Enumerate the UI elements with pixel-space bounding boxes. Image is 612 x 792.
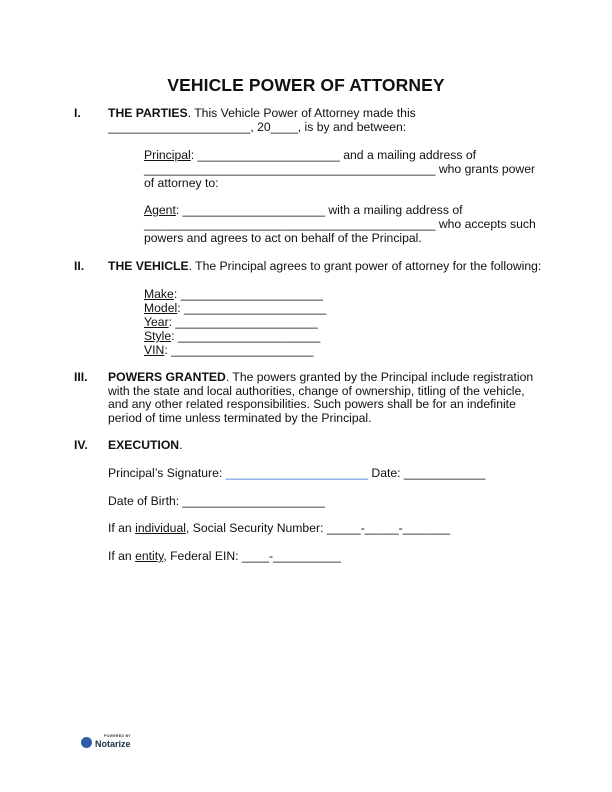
vin-blank[interactable]: : _____________________	[164, 343, 314, 357]
principal-label: Principal	[144, 148, 191, 162]
section-numeral-parties: I.	[74, 106, 81, 120]
execution-heading: EXECUTION	[108, 438, 180, 452]
signature-line[interactable]: _____________________	[225, 466, 368, 480]
make-label: Make	[144, 287, 174, 301]
notarize-logo-icon	[81, 737, 92, 748]
section-numeral-vehicle: II.	[74, 259, 85, 273]
powers-line-1	[108, 371, 533, 385]
entity-label: entity	[135, 549, 164, 563]
agent-label: Agent	[144, 203, 176, 217]
principal-line-3: of attorney to:	[144, 176, 219, 190]
ein-blank[interactable]: , Federal EIN: ____-__________	[163, 549, 341, 563]
vehicle-field-model[interactable]	[144, 302, 326, 316]
make-blank[interactable]: : _____________________	[173, 287, 323, 301]
notarize-brand-text: Notarize	[95, 739, 131, 749]
signature-date-blank[interactable]: Date: ____________	[368, 466, 486, 480]
powers-line-2: with the state and local authorities, change of ownership, titling of the vehicle,	[108, 384, 525, 398]
style-label: Style	[144, 329, 172, 343]
vehicle-line-1	[108, 260, 541, 274]
parties-intro-text: . This Vehicle Power of Attorney made this	[187, 106, 416, 120]
powers-heading: POWERS GRANTED	[108, 370, 226, 384]
ein-row	[108, 550, 341, 564]
vehicle-field-year[interactable]	[144, 316, 318, 330]
parties-heading: THE PARTIES	[108, 106, 188, 120]
parties-line-1	[108, 107, 416, 121]
powers-line-4: period of time unless terminated by the Principal.	[108, 411, 372, 425]
ssn-prefix: If an	[108, 521, 136, 535]
agent-line-1	[144, 204, 463, 218]
principal-line-1	[144, 149, 476, 163]
year-blank[interactable]: : _____________________	[168, 315, 318, 329]
principal-address-blank[interactable]: ___________________________________________ who grants power	[144, 162, 536, 176]
powers-intro-text: . The powers granted by the Principal include registration	[225, 370, 534, 384]
agent-address-blank[interactable]: ___________________________________________ who accepts such	[144, 217, 536, 231]
vehicle-field-vin[interactable]	[144, 344, 313, 358]
powers-line-3: and any other related responsibilities. Such powers shall be for an indefinite	[108, 397, 516, 411]
year-label: Year	[144, 315, 169, 329]
vehicle-field-make[interactable]	[144, 288, 323, 302]
agent-line-3: powers and agrees to act on behalf of the Principal.	[144, 231, 422, 245]
signature-label: Principal’s Signature:	[108, 466, 226, 480]
ssn-blank[interactable]: , Social Security Number: _____-_____-_______	[185, 521, 451, 535]
powered-by-text: POWERED BY	[104, 734, 131, 738]
agent-blank[interactable]: : _____________________ with a mailing address of	[175, 203, 463, 217]
ein-prefix: If an	[108, 549, 136, 563]
ssn-row	[108, 522, 450, 536]
vehicle-intro-text: . The Principal agrees to grant power of attorney for the following:	[188, 259, 542, 273]
style-blank[interactable]: : _____________________	[171, 329, 321, 343]
vehicle-field-style[interactable]	[144, 330, 320, 344]
document-title: VEHICLE POWER OF ATTORNEY	[167, 75, 445, 95]
vin-label: VIN	[144, 343, 165, 357]
section-numeral-execution: IV.	[74, 438, 88, 452]
execution-heading-line	[108, 439, 183, 453]
model-blank[interactable]: : _____________________	[177, 301, 327, 315]
date-of-birth-blank[interactable]: Date of Birth: _____________________	[108, 494, 325, 508]
model-label: Model	[144, 301, 178, 315]
principal-blank[interactable]: : _____________________ and a mailing address of	[190, 148, 477, 162]
vehicle-heading: THE VEHICLE	[108, 259, 189, 273]
parties-date-blank[interactable]: _____________________, 20____, is by and between:	[108, 120, 407, 134]
individual-label: individual	[135, 521, 186, 535]
section-numeral-powers: III.	[74, 370, 88, 384]
signature-row	[108, 467, 485, 481]
execution-heading-punct: .	[179, 438, 183, 452]
